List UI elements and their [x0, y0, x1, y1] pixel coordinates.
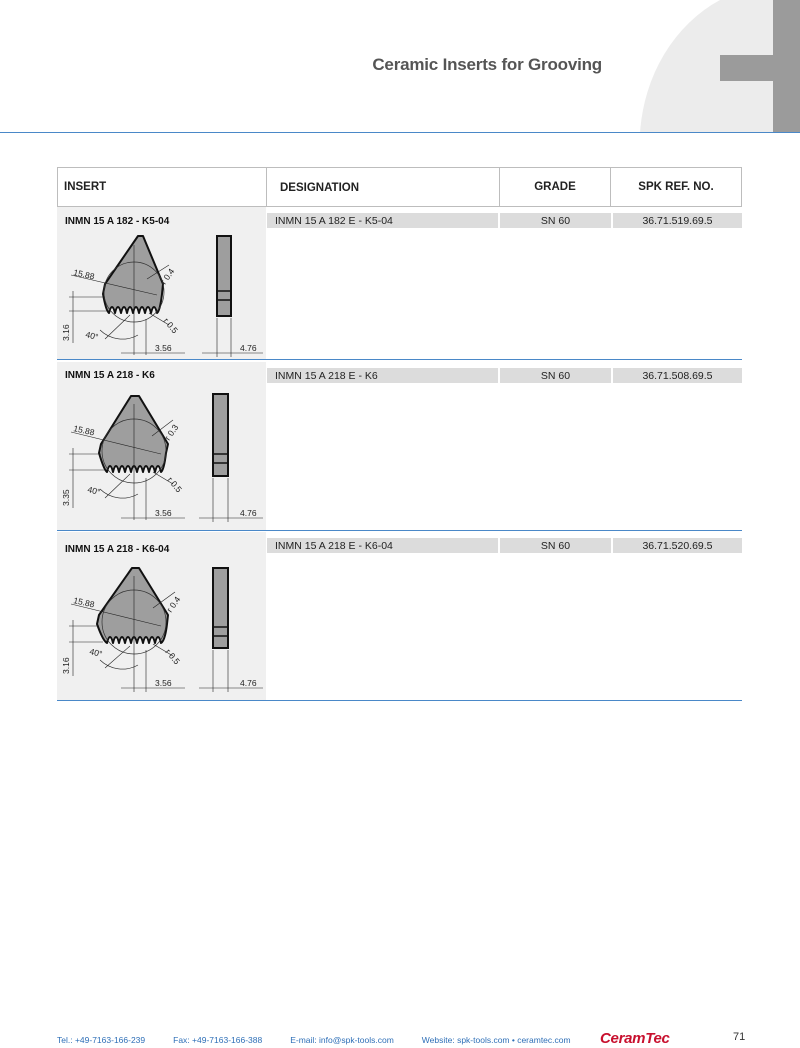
row-values	[267, 538, 742, 553]
dim-diameter: 15.88	[72, 595, 96, 610]
insert-front-view	[99, 396, 168, 520]
dim-diameter: 15.88	[72, 423, 96, 438]
column-header-grade: GRADE	[500, 168, 611, 206]
insert-side-view	[217, 236, 231, 316]
footer-contact	[57, 1035, 599, 1045]
dim-angle: 40°	[86, 484, 102, 498]
dim-height: 3.16	[61, 657, 71, 674]
column-header-ref: SPK REF. NO.	[638, 181, 714, 193]
column-header-designation: DESIGNATION	[267, 168, 500, 206]
footer-fax: Fax: +49-7163-166-388	[173, 1035, 263, 1045]
dim-width: 3.56	[155, 508, 172, 518]
grade-cell: SN 60	[500, 368, 611, 383]
insert-drawing	[57, 215, 266, 360]
insert-cell	[57, 532, 266, 700]
dim-thickness: 4.76	[240, 508, 257, 518]
designation-cell: INMN 15 A 218 E - K6-04	[267, 538, 498, 553]
dim-angle: 40°	[84, 329, 100, 343]
dim-diameter: 15.88	[72, 267, 96, 282]
dim-radius-bottom: r 0.5	[165, 474, 185, 495]
insert-name: INMN 15 A 218 - K6-04	[65, 544, 170, 555]
page-title: Ceramic Inserts for Grooving	[372, 55, 602, 74]
table-header	[57, 167, 742, 207]
dim-radius-bottom: r 0.5	[163, 646, 183, 667]
dim-height: 3.16	[61, 324, 71, 341]
table-row	[57, 207, 742, 360]
insert-drawing	[57, 540, 266, 700]
grade-cell: SN 60	[500, 538, 611, 553]
ceramtec-logo: CeramTec	[600, 1030, 670, 1047]
column-header-insert: INSERT	[58, 168, 267, 206]
table-row	[57, 362, 742, 531]
table-row	[57, 532, 742, 701]
dim-angle: 40°	[88, 646, 104, 660]
insert-drawing	[57, 370, 266, 530]
insert-cell	[57, 362, 266, 530]
footer-email[interactable]: E-mail: info@spk-tools.com	[290, 1035, 394, 1045]
ref-cell: 36.71.508.69.5	[613, 368, 742, 383]
insert-name: INMN 15 A 218 - K6	[65, 370, 155, 381]
header-divider	[0, 132, 800, 133]
insert-side-view	[213, 568, 228, 648]
grade-cell: SN 60	[500, 213, 611, 228]
dim-radius-top: r 0.4	[158, 266, 177, 287]
ref-cell: 36.71.520.69.5	[613, 538, 742, 553]
designation-cell: INMN 15 A 182 E - K5-04	[267, 213, 498, 228]
dim-height: 3.35	[61, 489, 71, 506]
dim-radius-bottom: r 0.5	[161, 315, 181, 336]
footer-tel: Tel.: +49-7163-166-239	[57, 1035, 146, 1045]
insert-name: INMN 15 A 182 - K5-04	[65, 216, 170, 227]
ref-cell: 36.71.519.69.5	[613, 213, 742, 228]
row-values	[267, 368, 742, 383]
dim-radius-top: r 0.3	[162, 422, 181, 443]
insert-front-view	[97, 568, 168, 692]
dim-thickness: 4.76	[240, 343, 257, 353]
designation-cell: INMN 15 A 218 E - K6	[267, 368, 498, 383]
row-values	[267, 213, 742, 228]
insert-cell	[57, 207, 266, 359]
dim-width: 3.56	[155, 343, 172, 353]
dim-thickness: 4.76	[240, 678, 257, 688]
dim-width: 3.56	[155, 678, 172, 688]
page-number: 71	[733, 1031, 746, 1043]
dim-radius-top: r 0.4	[164, 594, 183, 615]
footer-website[interactable]: Website: spk-tools.com • ceramtec.com	[421, 1035, 571, 1045]
insert-side-view	[213, 394, 228, 476]
